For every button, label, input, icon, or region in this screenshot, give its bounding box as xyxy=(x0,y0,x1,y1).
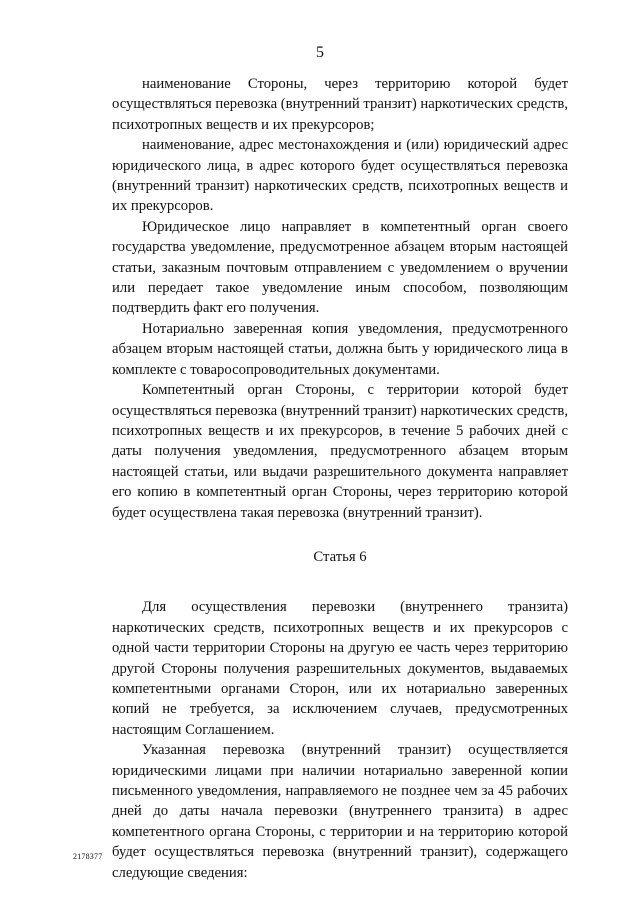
paragraph: Компетентный орган Стороны, с территории которой будет осуществляться перевозка (внутренний транзит) наркотических средств, психотропных веществ и их прекурсоров, в течение 5 рабочих дней с даты получения уведомления, предусмотренного абзацем вторым настоящей статьи, или выдачи разрешительного документа направляет его копию в компетентный орган Стороны, через территорию которой будет осуществлена такая перевозка (внутренний транзит). xyxy=(112,382,568,521)
document-body xyxy=(112,74,568,883)
page-number: 5 xyxy=(316,44,324,61)
paragraph: Указанная перевозка (внутренний транзит) осуществляется юридическими лицами при наличии нотариально заверенной копии письменного уведомления, направляемого не позднее чем за 45 рабочих дней до даты начала перевозки (внутреннего транзита) в адрес компетентного органа Стороны, с территории и на территорию которой будет осуществляться перевозка (внутренний транзит), содержащего следующие сведения: xyxy=(112,742,568,881)
document-code: 2178377 xyxy=(73,852,103,861)
paragraph: Для осуществления перевозки (внутреннего транзита) наркотических средств, психотропных веществ и их прекурсоров с одной части территории Стороны на другую ее часть через территорию другой Стороны получения разрешительных документов, выдаваемых компетентными органами Сторон, или их нотариально заверенных копий не требуется, за исключением случаев, предусмотренных настоящим Соглашением. xyxy=(112,599,568,738)
paragraph: Нотариально заверенная копия уведомления, предусмотренного абзацем вторым настоящей статьи, должна быть у юридического лица в комплекте с товаросопроводительных документами. xyxy=(112,320,568,378)
paragraph: наименование Стороны, через территорию которой будет осуществляться перевозка (внутренний транзит) наркотических средств, психотропных веществ и их прекурсоров; xyxy=(112,76,568,133)
article-heading: Статья 6 xyxy=(313,548,367,565)
paragraph: наименование, адрес местонахождения и (или) юридический адрес юридического лица, в адрес которого будет осуществляться перевозка (внутренний транзит) наркотических средств, психотропных веществ и их прекурсоров. xyxy=(112,137,568,215)
paragraph: Юридическое лицо направляет в компетентный орган своего государства уведомление, предусмотренное абзацем вторым настоящей статьи, заказным почтовым отправлением с уведомлением о вручении или передает такое уведомление иным способом, позволяющим подтвердить факт его получения. xyxy=(112,218,568,317)
